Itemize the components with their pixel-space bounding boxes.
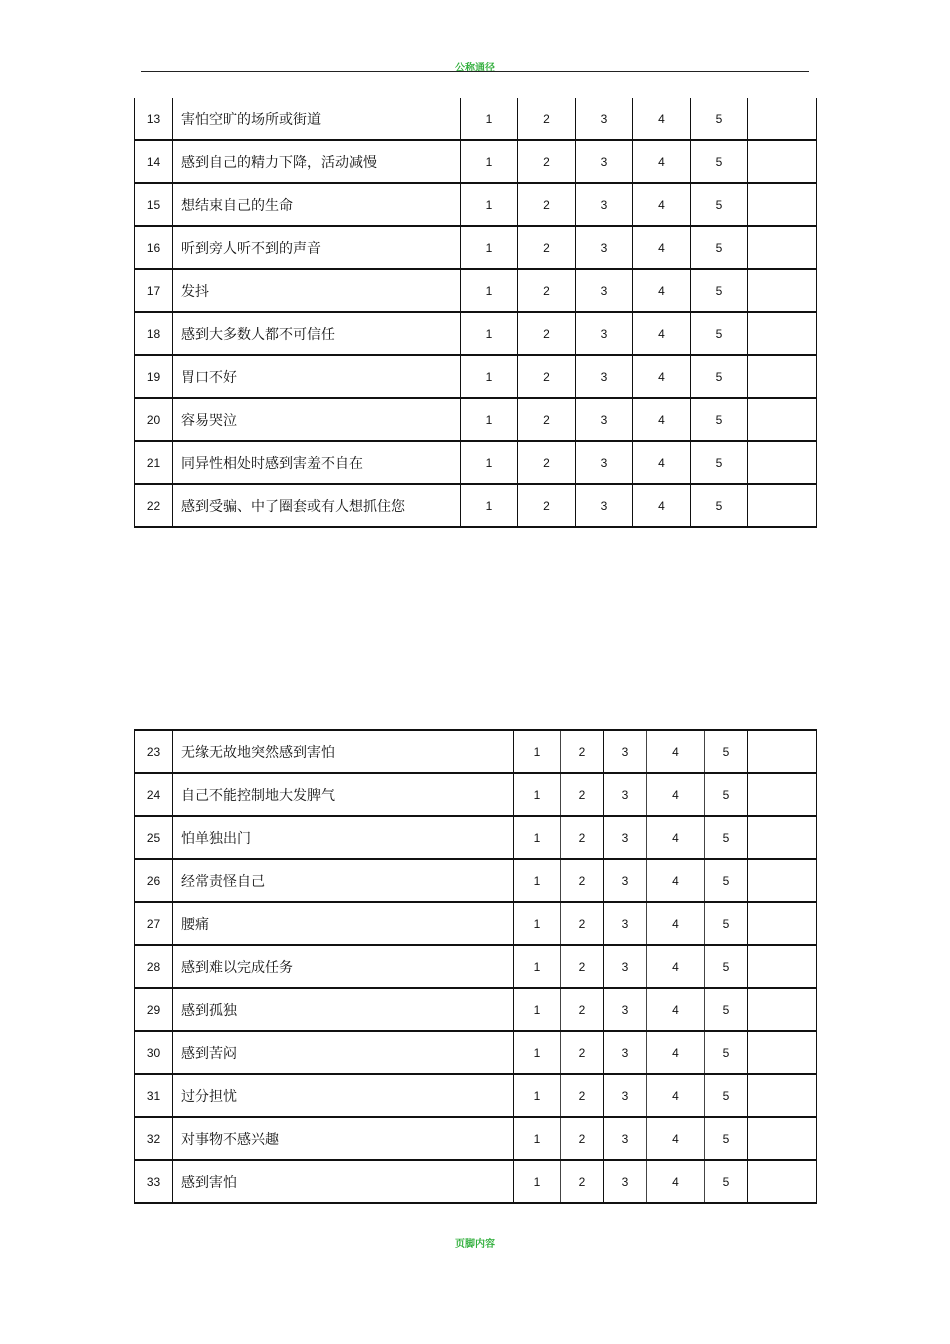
score-option-4[interactable]: 4 <box>647 902 705 945</box>
score-option-1[interactable]: 1 <box>514 730 561 773</box>
score-entry-cell[interactable] <box>748 773 817 816</box>
score-option-3[interactable]: 3 <box>604 1160 647 1203</box>
item-number: 32 <box>135 1117 173 1160</box>
score-option-4[interactable]: 4 <box>633 226 691 269</box>
score-entry-cell[interactable] <box>748 355 817 398</box>
score-option-2[interactable]: 2 <box>518 183 576 226</box>
score-option-4[interactable]: 4 <box>633 355 691 398</box>
item-text: 发抖 <box>173 269 461 312</box>
item-text: 容易哭泣 <box>173 398 461 441</box>
score-option-2[interactable]: 2 <box>561 945 604 988</box>
score-entry-cell[interactable] <box>748 859 817 902</box>
score-option-2[interactable]: 2 <box>561 902 604 945</box>
score-option-1[interactable]: 1 <box>461 312 518 355</box>
score-option-4[interactable]: 4 <box>647 988 705 1031</box>
score-entry-cell[interactable] <box>748 398 817 441</box>
table-row <box>135 355 817 398</box>
score-option-3[interactable]: 3 <box>604 730 647 773</box>
score-option-3[interactable]: 3 <box>576 312 633 355</box>
score-option-1[interactable]: 1 <box>461 140 518 183</box>
score-option-4[interactable]: 4 <box>647 773 705 816</box>
score-option-4[interactable]: 4 <box>633 140 691 183</box>
score-option-1[interactable]: 1 <box>514 1074 561 1117</box>
score-option-2[interactable]: 2 <box>561 730 604 773</box>
score-option-5[interactable]: 5 <box>705 1117 748 1160</box>
score-entry-cell[interactable] <box>748 1160 817 1203</box>
item-text: 胃口不好 <box>173 355 461 398</box>
table-2-body <box>135 730 817 1203</box>
table-row <box>135 902 817 945</box>
score-option-5[interactable]: 5 <box>705 859 748 902</box>
score-entry-cell[interactable] <box>748 730 817 773</box>
score-option-4[interactable]: 4 <box>633 183 691 226</box>
score-option-5[interactable]: 5 <box>691 441 748 484</box>
score-option-1[interactable]: 1 <box>461 441 518 484</box>
table-row <box>135 312 817 355</box>
score-option-3[interactable]: 3 <box>604 945 647 988</box>
score-option-4[interactable]: 4 <box>647 1074 705 1117</box>
score-option-4[interactable]: 4 <box>647 859 705 902</box>
score-option-1[interactable]: 1 <box>461 398 518 441</box>
score-option-1[interactable]: 1 <box>514 988 561 1031</box>
score-option-2[interactable]: 2 <box>518 140 576 183</box>
table-row <box>135 183 817 226</box>
page-footer-text: 页脚内容 <box>455 1239 495 1250</box>
score-option-2[interactable]: 2 <box>561 773 604 816</box>
table-row <box>135 816 817 859</box>
item-text: 经常责怪自己 <box>173 859 514 902</box>
table-row <box>135 269 817 312</box>
item-text: 感到难以完成任务 <box>173 945 514 988</box>
score-option-4[interactable]: 4 <box>633 269 691 312</box>
item-text: 感到孤独 <box>173 988 514 1031</box>
score-option-5[interactable]: 5 <box>705 773 748 816</box>
score-option-1[interactable]: 1 <box>514 902 561 945</box>
item-number: 26 <box>135 859 173 902</box>
table-row <box>135 859 817 902</box>
score-entry-cell[interactable] <box>748 484 817 527</box>
item-number: 15 <box>135 183 173 226</box>
score-option-5[interactable]: 5 <box>705 988 748 1031</box>
score-option-3[interactable]: 3 <box>604 988 647 1031</box>
score-entry-cell[interactable] <box>748 183 817 226</box>
item-text: 害怕空旷的场所或街道 <box>173 98 461 140</box>
score-option-2[interactable]: 2 <box>518 98 576 140</box>
score-option-1[interactable]: 1 <box>461 269 518 312</box>
table-row <box>135 441 817 484</box>
score-option-5[interactable]: 5 <box>691 183 748 226</box>
item-number: 25 <box>135 816 173 859</box>
score-entry-cell[interactable] <box>748 140 817 183</box>
item-number: 33 <box>135 1160 173 1203</box>
score-entry-cell[interactable] <box>748 226 817 269</box>
score-option-1[interactable]: 1 <box>514 945 561 988</box>
score-option-5[interactable]: 5 <box>691 98 748 140</box>
score-option-2[interactable]: 2 <box>518 484 576 527</box>
item-text: 怕单独出门 <box>173 816 514 859</box>
score-option-2[interactable]: 2 <box>518 441 576 484</box>
score-option-5[interactable]: 5 <box>705 816 748 859</box>
item-text: 感到害怕 <box>173 1160 514 1203</box>
score-option-5[interactable]: 5 <box>691 140 748 183</box>
score-option-2[interactable]: 2 <box>561 859 604 902</box>
score-option-2[interactable]: 2 <box>561 1160 604 1203</box>
score-option-4[interactable]: 4 <box>633 98 691 140</box>
questionnaire-table-1 <box>134 98 817 528</box>
header-divider <box>141 71 809 72</box>
score-option-5[interactable]: 5 <box>691 398 748 441</box>
table-row <box>135 730 817 773</box>
score-option-4[interactable]: 4 <box>647 816 705 859</box>
score-option-5[interactable]: 5 <box>705 730 748 773</box>
score-option-2[interactable]: 2 <box>561 988 604 1031</box>
item-number: 29 <box>135 988 173 1031</box>
score-option-1[interactable]: 1 <box>461 226 518 269</box>
score-option-4[interactable]: 4 <box>647 1031 705 1074</box>
item-text: 听到旁人听不到的声音 <box>173 226 461 269</box>
score-option-1[interactable]: 1 <box>514 1117 561 1160</box>
score-option-4[interactable]: 4 <box>633 312 691 355</box>
score-option-5[interactable]: 5 <box>705 902 748 945</box>
score-option-3[interactable]: 3 <box>576 441 633 484</box>
score-option-1[interactable]: 1 <box>514 773 561 816</box>
item-text: 感到自己的精力下降，活动减慢 <box>173 140 461 183</box>
page-header-text: 公称通径 <box>455 63 495 74</box>
score-entry-cell[interactable] <box>748 269 817 312</box>
score-entry-cell[interactable] <box>748 1074 817 1117</box>
score-option-3[interactable]: 3 <box>576 226 633 269</box>
score-option-4[interactable]: 4 <box>647 1160 705 1203</box>
table-row <box>135 98 817 140</box>
item-number: 16 <box>135 226 173 269</box>
item-number: 30 <box>135 1031 173 1074</box>
score-option-2[interactable]: 2 <box>518 312 576 355</box>
item-text: 腰痛 <box>173 902 514 945</box>
table-row <box>135 1160 817 1203</box>
table-row <box>135 140 817 183</box>
item-number: 31 <box>135 1074 173 1117</box>
score-option-1[interactable]: 1 <box>461 183 518 226</box>
score-option-2[interactable]: 2 <box>518 355 576 398</box>
item-text: 对事物不感兴趣 <box>173 1117 514 1160</box>
item-number: 23 <box>135 730 173 773</box>
score-option-3[interactable]: 3 <box>604 1031 647 1074</box>
score-option-3[interactable]: 3 <box>604 859 647 902</box>
item-text: 感到苦闷 <box>173 1031 514 1074</box>
table-row <box>135 773 817 816</box>
score-option-2[interactable]: 2 <box>518 226 576 269</box>
score-entry-cell[interactable] <box>748 312 817 355</box>
score-option-5[interactable]: 5 <box>705 1160 748 1203</box>
score-option-2[interactable]: 2 <box>518 398 576 441</box>
item-text: 自己不能控制地大发脾气 <box>173 773 514 816</box>
score-option-3[interactable]: 3 <box>576 183 633 226</box>
item-number: 21 <box>135 441 173 484</box>
score-entry-cell[interactable] <box>748 988 817 1031</box>
score-entry-cell[interactable] <box>748 902 817 945</box>
questionnaire-table-2 <box>134 729 817 1204</box>
score-option-1[interactable]: 1 <box>514 859 561 902</box>
item-number: 20 <box>135 398 173 441</box>
score-option-5[interactable]: 5 <box>691 355 748 398</box>
score-option-3[interactable]: 3 <box>576 98 633 140</box>
item-number: 22 <box>135 484 173 527</box>
item-text: 无缘无故地突然感到害怕 <box>173 730 514 773</box>
score-option-1[interactable]: 1 <box>514 816 561 859</box>
table-row <box>135 1031 817 1074</box>
score-option-3[interactable]: 3 <box>576 269 633 312</box>
score-entry-cell[interactable] <box>748 441 817 484</box>
item-number: 17 <box>135 269 173 312</box>
score-option-4[interactable]: 4 <box>633 398 691 441</box>
score-option-3[interactable]: 3 <box>576 355 633 398</box>
item-text: 过分担忧 <box>173 1074 514 1117</box>
score-option-5[interactable]: 5 <box>705 1031 748 1074</box>
score-option-5[interactable]: 5 <box>691 312 748 355</box>
item-text: 感到大多数人都不可信任 <box>173 312 461 355</box>
table-row <box>135 484 817 527</box>
score-option-3[interactable]: 3 <box>604 773 647 816</box>
item-number: 28 <box>135 945 173 988</box>
score-option-1[interactable]: 1 <box>461 355 518 398</box>
score-option-3[interactable]: 3 <box>604 816 647 859</box>
score-option-4[interactable]: 4 <box>633 484 691 527</box>
table-row <box>135 1074 817 1117</box>
score-option-5[interactable]: 5 <box>691 484 748 527</box>
score-option-2[interactable]: 2 <box>561 816 604 859</box>
item-number: 27 <box>135 902 173 945</box>
item-number: 18 <box>135 312 173 355</box>
score-option-2[interactable]: 2 <box>518 269 576 312</box>
score-option-3[interactable]: 3 <box>604 902 647 945</box>
table-row <box>135 1117 817 1160</box>
table-row <box>135 398 817 441</box>
score-option-4[interactable]: 4 <box>633 441 691 484</box>
score-entry-cell[interactable] <box>748 98 817 140</box>
item-number: 24 <box>135 773 173 816</box>
score-entry-cell[interactable] <box>748 1117 817 1160</box>
score-option-3[interactable]: 3 <box>604 1117 647 1160</box>
score-option-3[interactable]: 3 <box>576 398 633 441</box>
table-row <box>135 945 817 988</box>
score-entry-cell[interactable] <box>748 945 817 988</box>
score-option-4[interactable]: 4 <box>647 945 705 988</box>
score-option-5[interactable]: 5 <box>691 269 748 312</box>
score-entry-cell[interactable] <box>748 1031 817 1074</box>
score-option-3[interactable]: 3 <box>576 140 633 183</box>
score-option-1[interactable]: 1 <box>461 98 518 140</box>
score-option-3[interactable]: 3 <box>576 484 633 527</box>
table-1-body <box>135 98 817 527</box>
item-number: 13 <box>135 98 173 140</box>
score-option-1[interactable]: 1 <box>461 484 518 527</box>
table-row <box>135 226 817 269</box>
item-text: 同异性相处时感到害羞不自在 <box>173 441 461 484</box>
score-option-2[interactable]: 2 <box>561 1074 604 1117</box>
score-option-4[interactable]: 4 <box>647 730 705 773</box>
score-option-4[interactable]: 4 <box>647 1117 705 1160</box>
score-option-5[interactable]: 5 <box>705 945 748 988</box>
score-entry-cell[interactable] <box>748 816 817 859</box>
item-number: 19 <box>135 355 173 398</box>
item-text: 感到受骗、中了圈套或有人想抓住您 <box>173 484 461 527</box>
score-option-1[interactable]: 1 <box>514 1031 561 1074</box>
item-text: 想结束自己的生命 <box>173 183 461 226</box>
score-option-1[interactable]: 1 <box>514 1160 561 1203</box>
table-row <box>135 988 817 1031</box>
score-option-5[interactable]: 5 <box>691 226 748 269</box>
score-option-3[interactable]: 3 <box>604 1074 647 1117</box>
score-option-2[interactable]: 2 <box>561 1031 604 1074</box>
score-option-5[interactable]: 5 <box>705 1074 748 1117</box>
score-option-2[interactable]: 2 <box>561 1117 604 1160</box>
item-number: 14 <box>135 140 173 183</box>
